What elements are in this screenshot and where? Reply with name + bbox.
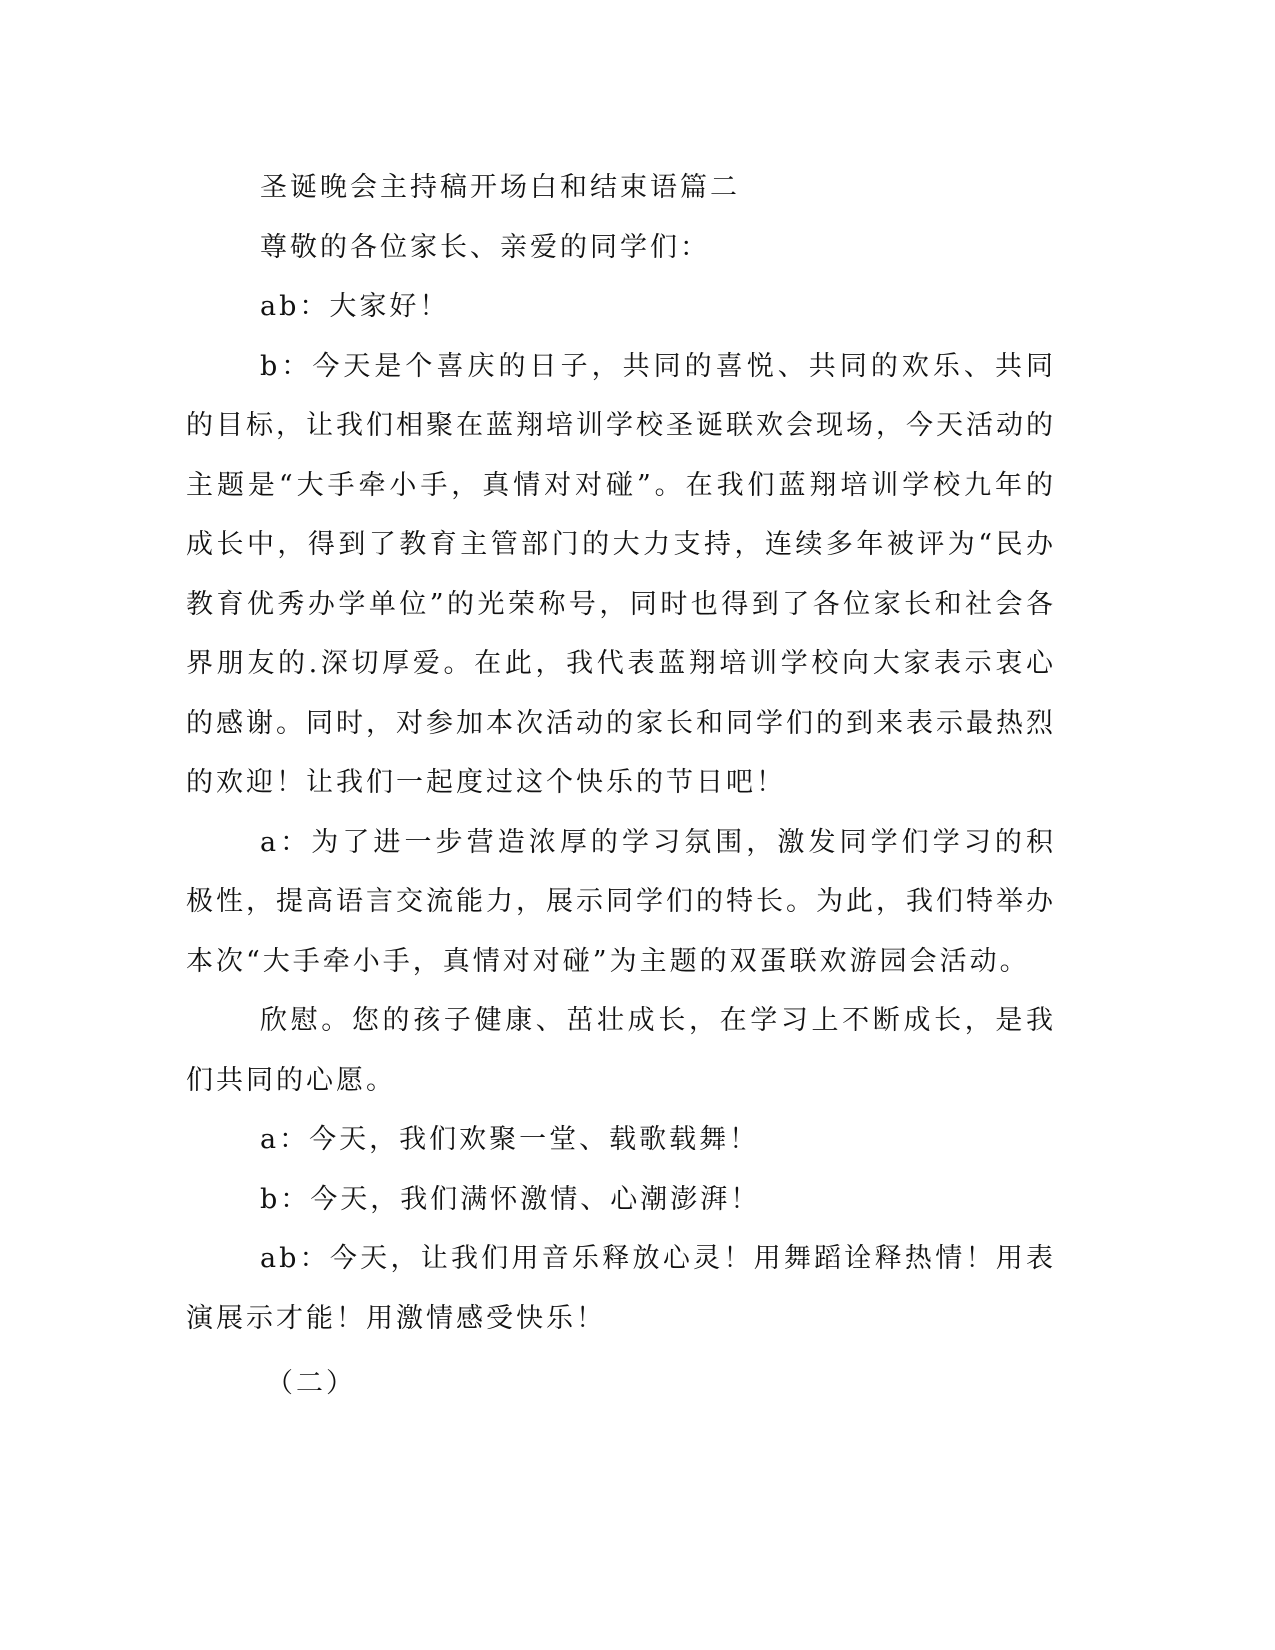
section-marker: （二） xyxy=(266,1368,356,1399)
document-title: 圣诞晚会主持稿开场白和结束语篇二 xyxy=(260,172,740,203)
paragraph-wish: 欣慰。您的孩子健康、茁壮成长，在学习上不断成长，是我们共同的心愿。 xyxy=(186,1005,1056,1096)
document-body xyxy=(186,158,1056,1414)
paragraph-a-purpose: a：为了进一步营造浓厚的学习氛围，激发同学们学习的积极性，提高语言交流能力，展示同学们的特长。为此，我们特举办本次“大手牵小手，真情对对碰”为主题的双蛋联欢游园会活动。 xyxy=(186,826,1056,977)
paragraph-ab-hello: ab：大家好！ xyxy=(260,291,450,322)
paragraph-b-today: b：今天，我们满怀激情、心潮澎湃！ xyxy=(260,1183,761,1215)
paragraph-ab-today: ab：今天，让我们用音乐释放心灵！用舞蹈诠释热情！用表演展示才能！用激情感受快乐！ xyxy=(186,1243,1056,1334)
paragraph-greeting: 尊敬的各位家长、亲爱的同学们： xyxy=(260,231,710,263)
paragraph-b-opening: b：今天是个喜庆的日子，共同的喜悦、共同的欢乐、共同的目标，让我们相聚在蓝翔培训学校圣诞联欢会现场，今天活动的主题是“大手牵小手，真情对对碰”。在我们蓝翔培训学校九年的成长中，得到了教育主管部门的大力支持，连续多年被评为“民办教育优秀办学单位”的光荣称号，同时也得到了各位家长和社会各界朋友的.深切厚爱。在此，我代表蓝翔培训学校向大家表示衷心的感谢。同时，对参加本次活动的家长和同学们的到来表示最热烈的欢迎！让我们一起度过这个快乐的节日吧！ xyxy=(186,350,1056,798)
paragraph-a-today: a：今天，我们欢聚一堂、载歌载舞！ xyxy=(260,1124,760,1155)
